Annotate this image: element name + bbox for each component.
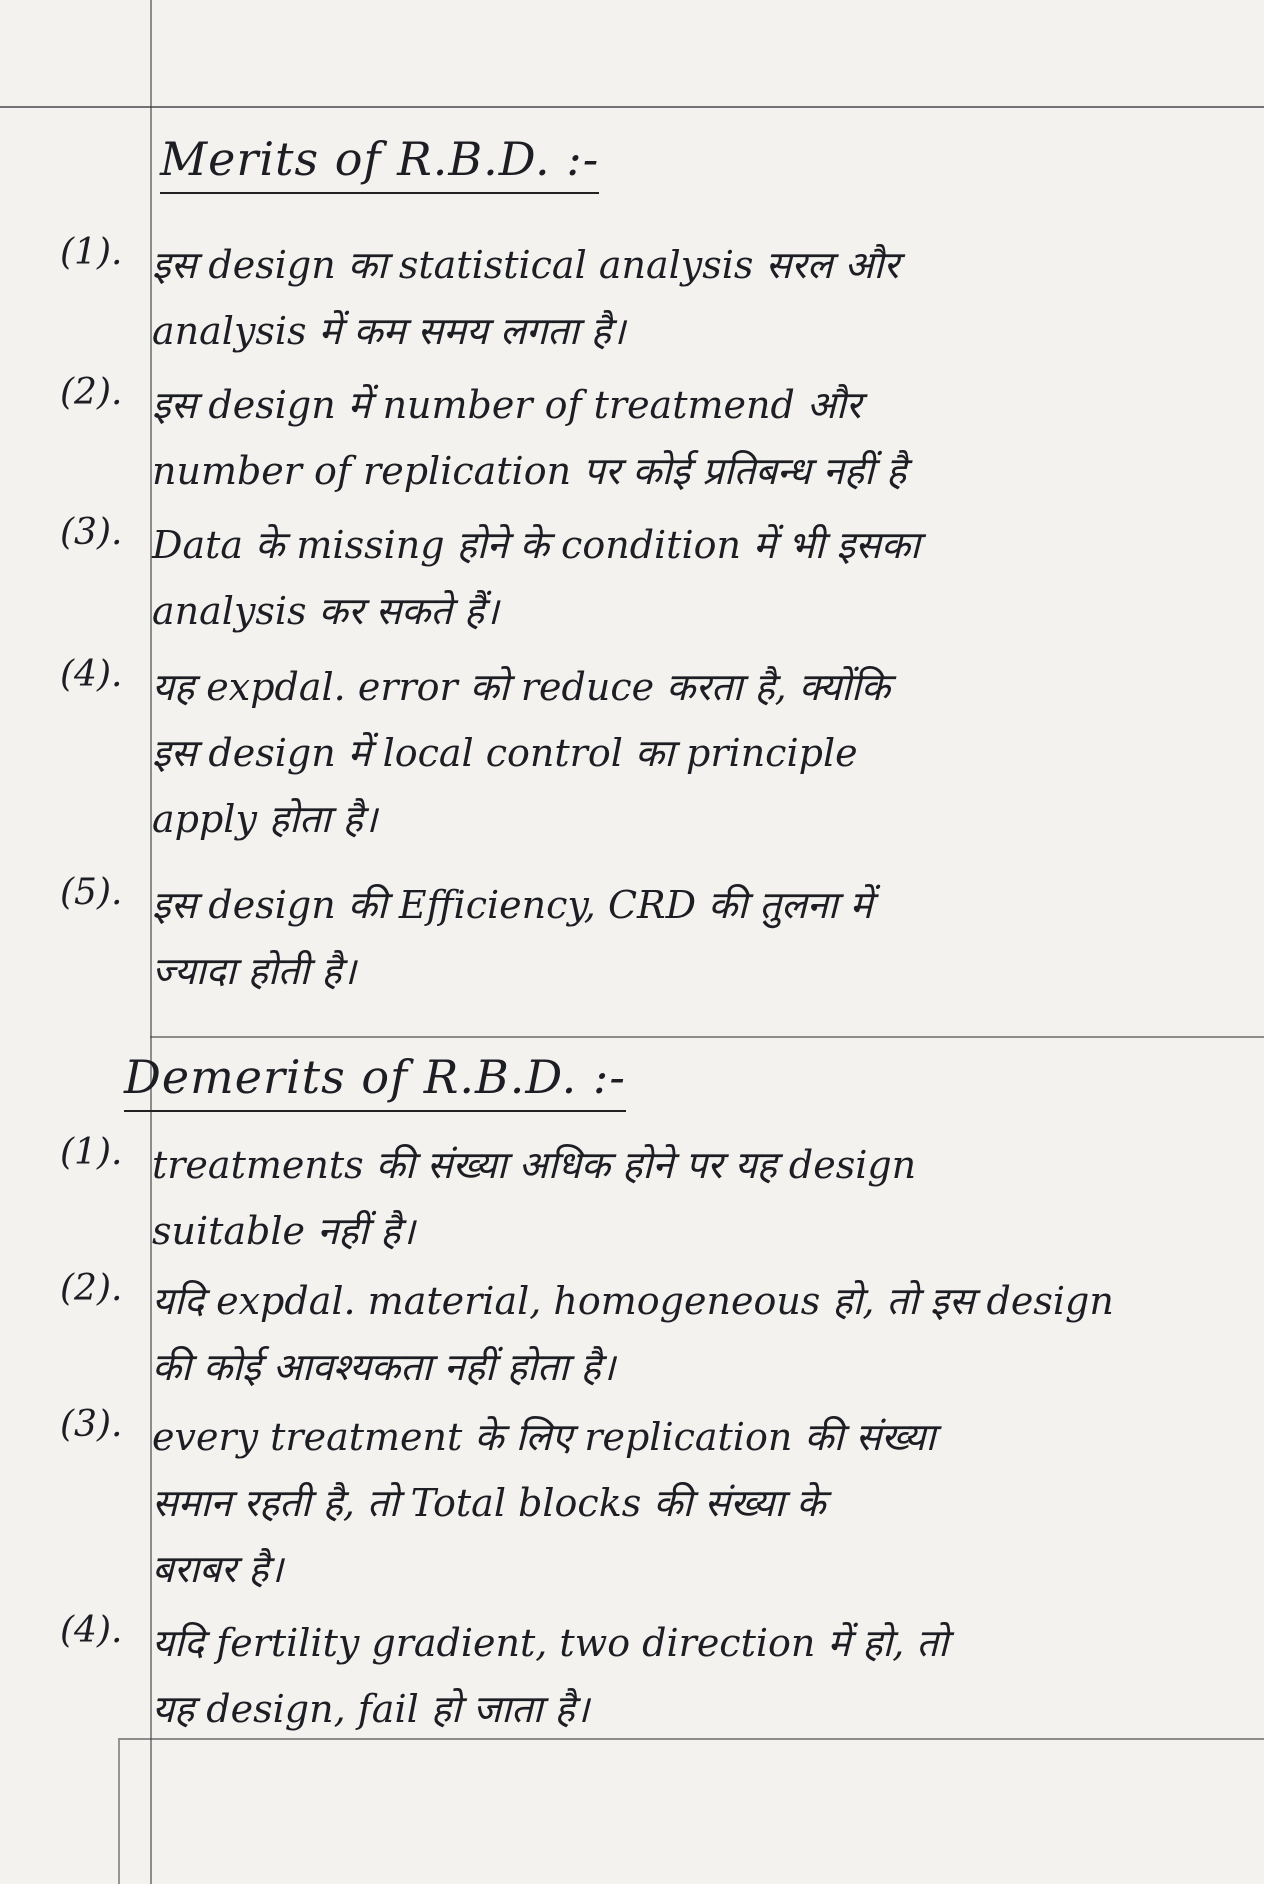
demerit-item-4 (60, 1610, 1210, 1742)
item-line: इस design की Efficiency, CRD की तुलना में (152, 883, 873, 927)
demerit-item-3 (60, 1404, 1210, 1602)
demerit-item-2 (60, 1268, 1210, 1400)
demerit-item-1 (60, 1132, 1210, 1264)
item-line: यदि fertility gradient, two direction में हो, तो (152, 1621, 948, 1665)
demerits-heading: Demerits of R.B.D. :- (124, 1050, 626, 1112)
item-line: समान रहती है, तो Total blocks की संख्या के (152, 1481, 826, 1525)
item-line: इस design में number of treatmend और (152, 383, 862, 427)
item-line: apply होता है। (152, 797, 378, 841)
merit-item-1 (60, 232, 1210, 364)
item-number: (2). (60, 372, 123, 413)
item-line: Data के missing होने के condition में भी इसका (152, 523, 920, 567)
item-line: यह design, fail हो जाता है। (152, 1687, 590, 1731)
item-line: analysis में कम समय लगता है। (152, 309, 626, 353)
item-line: ज्यादा होती है। (152, 949, 356, 993)
item-number: (4). (60, 1610, 123, 1651)
item-number: (1). (60, 1132, 123, 1173)
item-line: यदि expdal. material, homogeneous हो, तो इस design (152, 1279, 1114, 1323)
merit-item-4 (60, 654, 1210, 852)
item-line: बराबर है। (152, 1547, 283, 1591)
lower-margin-line (118, 1740, 120, 1884)
item-number: (2). (60, 1268, 123, 1309)
item-line: analysis कर सकते हैं। (152, 589, 499, 633)
merit-item-2 (60, 372, 1210, 504)
item-number: (1). (60, 232, 123, 273)
item-line: every treatment के लिए replication की संख्या (152, 1415, 936, 1459)
merit-item-3 (60, 512, 1210, 644)
item-number: (3). (60, 1404, 123, 1445)
merit-item-5 (60, 872, 1210, 1004)
top-ruled-line (0, 106, 1264, 108)
item-line: number of replication पर कोई प्रतिबन्ध नहीं है (152, 449, 907, 493)
section-divider (150, 1036, 1264, 1038)
item-line: suitable नहीं है। (152, 1209, 415, 1253)
item-number: (5). (60, 872, 123, 913)
item-line: की कोई आवश्यकता नहीं होता है। (152, 1345, 616, 1389)
item-line: यह expdal. error को reduce करता है, क्योंकि (152, 665, 891, 709)
merits-heading: Merits of R.B.D. :- (160, 132, 599, 194)
item-line: treatments की संख्या अधिक होने पर यह design (152, 1143, 917, 1187)
item-line: इस design का statistical analysis सरल और (152, 243, 899, 287)
item-number: (4). (60, 654, 123, 695)
item-line: इस design में local control का principle (152, 731, 858, 775)
item-number: (3). (60, 512, 123, 553)
